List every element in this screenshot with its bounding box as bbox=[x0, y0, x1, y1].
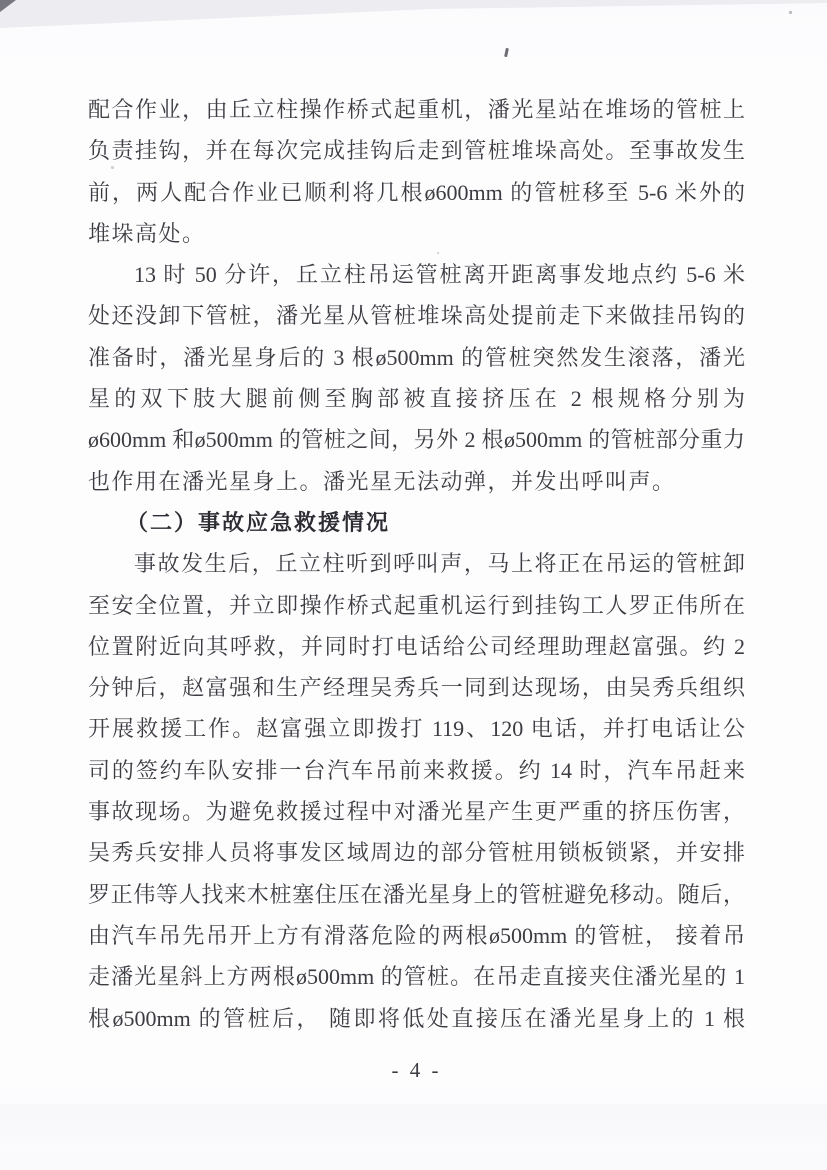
text-line: 准备时，潘光星身后的 3 根ø500mm 的管桩突然发生滚落，潘光 bbox=[88, 344, 745, 370]
scan-speck bbox=[504, 48, 509, 57]
text-line: 开展救援工作。赵富强立即拨打 119、120 电话，并打电话让公 bbox=[88, 716, 745, 742]
scan-shadow-top bbox=[0, 0, 827, 30]
text-line: 负责挂钩，并在每次完成挂钩后走到管桩堆垛高处。至事故发生 bbox=[88, 138, 745, 164]
text-line: 星的双下肢大腿前侧至胸部被直接挤压在 2 根规格分别为 bbox=[88, 386, 745, 412]
text-line: 前，两人配合作业已顺利将几根ø600mm 的管桩移至 5-6 米外的 bbox=[88, 179, 745, 205]
text-line: 也作用在潘光星身上。潘光星无法动弹，并发出呼叫声。 bbox=[88, 468, 676, 494]
text-line: 吴秀兵安排人员将事发区域周边的部分管桩用锁板锁紧，并安排 bbox=[88, 840, 745, 866]
text-line: 事故发生后，丘立柱听到呼叫声，马上将正在吊运的管桩卸 bbox=[134, 551, 745, 577]
text-line: ø600mm 和ø500mm 的管桩之间，另外 2 根ø500mm 的管桩部分重力 bbox=[88, 427, 745, 453]
section-heading: （二）事故应急救援情况 bbox=[126, 509, 391, 535]
text-line: 罗正伟等人找来木桩塞住压在潘光星身上的管桩避免移动。随后， bbox=[88, 881, 745, 907]
text-line: 根ø500mm 的管桩后， 随即将低处直接压在潘光星身上的 1 根 bbox=[88, 1005, 745, 1031]
text-line: 13 时 50 分许，丘立柱吊运管桩离开距离事发地点约 5-6 米 bbox=[134, 262, 745, 288]
scan-corner-mark bbox=[0, 0, 16, 12]
text-line: 司的签约车队安排一台汽车吊前来救援。约 14 时，汽车吊赶来 bbox=[88, 757, 745, 783]
text-line: 走潘光星斜上方两根ø500mm 的管桩。在吊走直接夹住潘光星的 1 bbox=[88, 964, 745, 990]
text-line: 至安全位置，并立即操作桥式起重机运行到挂钩工人罗正伟所在 bbox=[88, 592, 745, 618]
text-line: 配合作业，由丘立柱操作桥式起重机，潘光星站在堆场的管桩上 bbox=[88, 97, 745, 122]
scan-speck bbox=[789, 11, 792, 14]
text-line: 处还没卸下管桩，潘光星从管桩堆垛高处提前走下来做挂吊钩的 bbox=[88, 303, 745, 329]
scan-shadow-bottom bbox=[0, 1104, 827, 1148]
text-line: 分钟后，赵富强和生产经理吴秀兵一同到达现场，由吴秀兵组织 bbox=[88, 675, 745, 701]
body-text-block bbox=[88, 89, 745, 1039]
text-line: 由汽车吊先吊开上方有滑落危险的两根ø500mm 的管桩， 接着吊 bbox=[88, 922, 745, 948]
text-line: 堆垛高处。 bbox=[88, 220, 206, 246]
text-line: 位置附近向其呼救，并同时打电话给公司经理助理赵富强。约 2 bbox=[88, 633, 745, 659]
text-line: 事故现场。为避免救援过程中对潘光星产生更严重的挤压伤害， bbox=[88, 799, 745, 825]
page-number: - 4 - bbox=[391, 1058, 442, 1082]
